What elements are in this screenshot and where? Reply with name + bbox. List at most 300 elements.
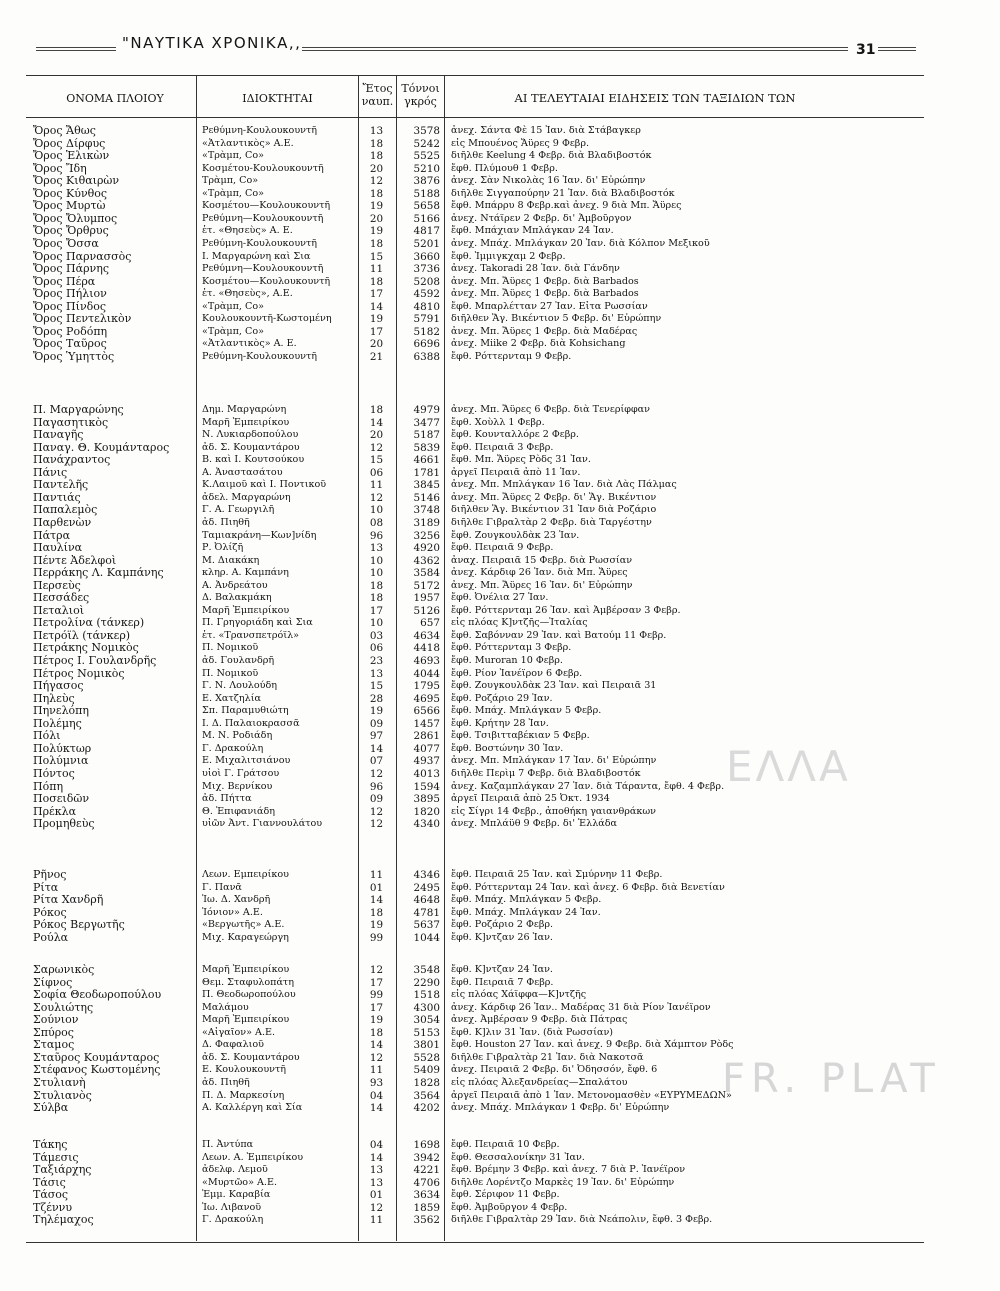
ship-owner: Ρεθύμνη—Κουλουκουντῆ [202, 263, 324, 275]
gross-tonnage: 5839 [413, 441, 440, 454]
ship-owner: Π. Νομικοῦ [202, 667, 259, 679]
ship-row [0, 693, 924, 705]
column-header-tonnage-line1: Τόννοι [401, 82, 440, 95]
ship-name: Ὄρος Κύνθος [33, 187, 108, 200]
ship-name: Ὄρος Ροδόπη [33, 325, 108, 338]
ship-name: Στυλιανὸς [33, 1089, 92, 1102]
ship-row [0, 454, 924, 466]
ship-name: Τζέννυ [33, 1201, 73, 1214]
gross-tonnage: 5210 [413, 162, 440, 175]
ship-owner: Ν. Λυκιαρδοπούλου [202, 429, 299, 441]
column-header-news: ΑΙ ΤΕΛΕΥΤΑΙΑΙ ΕΙΔΗΣΕΙΣ ΤΩΝ ΤΑΞΙΔΙΩΝ ΤΩΝ [514, 91, 796, 105]
ship-row [0, 530, 924, 542]
ship-row [0, 919, 924, 931]
ship-owner: «Ἀτλαντικὸς» Α.Ε. [202, 137, 294, 149]
ship-name: Πόλι [33, 730, 61, 743]
gross-tonnage: 3660 [413, 250, 440, 263]
voyage-news: ἀνεχ. Ἀμβέρσαν 9 Φεβρ. διὰ Πάτρας [451, 1014, 628, 1026]
build-year: 10 [369, 617, 384, 630]
ship-row [0, 442, 924, 454]
voyage-news: ἔφθ. Πειραιᾶ 7 Φεβρ. [451, 976, 554, 988]
voyage-news: ἔφθ. Μπάχ. Μπλάγκαν 5 Φεβρ. [451, 894, 602, 906]
ship-row [0, 882, 924, 894]
gross-tonnage: 2861 [413, 730, 440, 743]
voyage-news: διῆλθε Γιβραλτὰρ 21 Ἰαν. διὰ Νακοτσᾶ [451, 1051, 644, 1063]
build-year: 11 [369, 263, 384, 276]
voyage-news: ἔφθ. Ὀνέλια 27 Ἰαν. [451, 592, 549, 604]
ship-row [0, 642, 924, 654]
gross-tonnage: 4979 [413, 404, 440, 416]
gross-tonnage: 3189 [413, 516, 440, 529]
build-year: 13 [369, 1164, 384, 1177]
ship-row [0, 492, 924, 504]
ship-owner: Ἰω. Λιβανοῦ [202, 1201, 262, 1213]
ship-owner: Θεμ. Σταφυλοπάτη [202, 976, 294, 988]
gross-tonnage: 3895 [413, 793, 440, 806]
ship-owner: ἀδελφ. Λεμοῦ [202, 1164, 268, 1176]
ship-row [0, 1027, 924, 1039]
voyage-news: ἀνεχ. Σάντα Φὲ 15 Ἰαν. διὰ Στάβαγκερ [451, 125, 641, 136]
ship-row [0, 630, 924, 642]
ship-row [0, 467, 924, 479]
journal-title: "ΝΑΥΤΙΚΑ ΧΡΟΝΙΚΑ,, [122, 34, 302, 52]
ship-owner: Ε. Μιχαλιτσιάνου [202, 755, 291, 767]
ship-row [0, 351, 924, 363]
ship-name: Πηλεὺς [33, 692, 75, 705]
ship-name: Πάτρα [33, 529, 71, 542]
ship-row [0, 1214, 924, 1226]
ship-owner: Γ. Ν. Λουλούδη [202, 680, 277, 692]
voyage-news: ἀνεχ. Μπ. Ἄϋρες 1 Φεβρ. διὰ Μαδέρας [451, 325, 638, 337]
ship-owner: Λεων. Εμπειρίκου [202, 869, 289, 880]
ship-name: Παντελῆς [33, 479, 89, 492]
ship-name: Ρόκος Βεργωτῆς [33, 919, 125, 932]
build-year: 18 [369, 1026, 384, 1039]
voyage-news: διῆλθε Περὶμ 7 Φεβρ. διὰ Βλαδιβοστόκ [451, 767, 641, 779]
ship-name: Ρῆνος [33, 869, 67, 881]
voyage-news: ἀργεῖ Πειραιᾶ ἀπὸ 11 Ἰαν. [451, 466, 581, 478]
ship-row [0, 1002, 924, 1014]
ship-name: Παναγῆς [33, 429, 84, 442]
build-year: 21 [369, 350, 384, 363]
ship-name: Τάσις [33, 1176, 66, 1189]
gross-tonnage: 4781 [413, 906, 440, 919]
ship-name: Πολύμνια [33, 755, 89, 768]
gross-tonnage: 1457 [413, 717, 440, 730]
gross-tonnage: 3477 [413, 416, 440, 429]
ship-owner: Ρεθύμνη-Κουλουκουντῆ [202, 237, 318, 249]
build-year: 04 [369, 1139, 384, 1151]
voyage-news: διῆλθε Keelung 4 Φεβρ. διὰ Βλαδιβοστόκ [451, 150, 652, 162]
ship-row [0, 555, 924, 567]
ship-owner: Μαλάμου [202, 1001, 249, 1013]
ship-owner: Μαρῆ Ἐμπειρίκου [202, 416, 290, 428]
ship-owner: «Τρὰμπ, Co» [202, 300, 265, 312]
gross-tonnage: 4362 [413, 554, 440, 567]
gross-tonnage: 3748 [413, 504, 440, 517]
gross-tonnage: 4077 [413, 742, 440, 755]
gross-tonnage: 2290 [413, 976, 440, 989]
ship-owner: Κοσμέτου—Κουλουκουντῆ [202, 200, 331, 212]
ship-name: Προμηθεὺς [33, 818, 95, 831]
ship-row [0, 138, 924, 150]
voyage-news: ἀργεῖ Πειραιᾶ ἀπὸ 1 Ἰαν. Μετονομασθὲν «ΕΥΡΥΜΕΔΩΝ» [451, 1089, 732, 1101]
ship-name: Ὄρος Πάρνης [33, 263, 109, 276]
gross-tonnage: 1828 [413, 1076, 440, 1089]
gross-tonnage: 5126 [413, 604, 440, 617]
gross-tonnage: 1859 [413, 1201, 440, 1214]
gross-tonnage: 1518 [413, 989, 440, 1002]
bleed-through-text: FR. PLAT [722, 1056, 941, 1102]
ship-row [0, 567, 924, 579]
build-year: 11 [369, 1064, 384, 1077]
ship-owner: «Βεργωτῆς» Α.Ε. [202, 919, 285, 931]
build-year: 08 [369, 516, 384, 529]
ship-owner: ἑτ. «Θησεὺς» Α. Ε. [202, 225, 293, 237]
build-year: 10 [369, 504, 384, 517]
ship-row [0, 869, 924, 881]
build-year: 23 [369, 655, 384, 667]
gross-tonnage: 5208 [413, 275, 440, 288]
ship-owner: ἀδ. Σ. Κουμαντάρου [202, 1051, 300, 1063]
gross-tonnage: 5187 [413, 429, 440, 442]
build-year: 20 [369, 162, 384, 175]
voyage-news: ἔφθ. Ρόττερνταμ 3 Φεβρ. [451, 642, 572, 654]
voyage-news: ἔφθ. Ἰμμιγκχαμ 2 Φεβρ. [451, 250, 566, 262]
ship-name: Ὄρος Ὄρθρυς [33, 225, 109, 238]
ship-owner: Μαρῆ Ἐμπειρίκου [202, 604, 290, 616]
build-year: 03 [369, 629, 384, 642]
ship-row [0, 251, 924, 263]
voyage-news: ἀνεχ. Καζαμπλάγκαν 27 Ἰαν. διὰ Τάραντα, ἔφθ. 4 Φεβρ. [451, 780, 725, 792]
voyage-news: ἔφθ. Πειραιᾶ 25 Ἰαν. καὶ Σμύρνην 11 Φεβρ. [451, 869, 663, 880]
gross-tonnage: 3942 [413, 1151, 440, 1164]
gross-tonnage: 3256 [413, 529, 440, 542]
build-year: 18 [369, 579, 384, 592]
ship-row [0, 768, 924, 780]
build-year: 01 [369, 881, 384, 894]
voyage-news: ἔφθ. Κ]λιν 31 Ἰαν. (διὰ Ρωσσίαν) [451, 1026, 614, 1038]
ship-name: Πολέμης [33, 717, 82, 730]
gross-tonnage: 3845 [413, 479, 440, 492]
ship-row [0, 1077, 924, 1089]
gross-tonnage: 5166 [413, 212, 440, 225]
ship-row [0, 705, 924, 717]
ship-owner: Ε. Χατζηλία [202, 692, 261, 704]
voyage-news: εἰς Σίγρι 14 Φεβρ., ἀποθήκη γαιανθράκων [451, 805, 657, 817]
voyage-news: ἀνεχ. Ντάϊρεν 2 Φεβρ. δι' Ἀμβοῦργον [451, 212, 632, 224]
ship-row [0, 404, 924, 416]
column-header-year-line1: Ἔτος [362, 82, 393, 95]
build-year: 99 [369, 989, 384, 1002]
ship-owner: Ι. Δ. Παλαιοκρασσᾶ [202, 717, 300, 729]
build-year: 12 [369, 805, 384, 818]
voyage-news: ἔφθ. Μπάχιαν Μπλάγκαν 24 Ἰαν. [451, 225, 614, 237]
ship-row [0, 150, 924, 162]
ship-row [0, 1039, 924, 1051]
build-year: 19 [369, 313, 384, 326]
gross-tonnage: 3562 [413, 1214, 440, 1227]
ship-row [0, 276, 924, 288]
build-year: 12 [369, 175, 384, 188]
build-year: 20 [369, 429, 384, 442]
ship-owner: Α. Ἀναστασάτου [202, 466, 283, 478]
ship-row [0, 1139, 924, 1151]
build-year: 12 [369, 767, 384, 780]
gross-tonnage: 4592 [413, 288, 440, 301]
ship-owner: Λεων. Α. Ἐμπειρίκου [202, 1151, 304, 1163]
gross-tonnage: 5637 [413, 919, 440, 932]
voyage-news: ἀνεχ. Κάρδιφ 26 Ἰαν.. Μαδέρας 31 διὰ Ρίον Ἰανέϊρον [451, 1001, 711, 1013]
build-year: 14 [369, 416, 384, 429]
gross-tonnage: 1044 [413, 931, 440, 944]
gross-tonnage: 3548 [413, 964, 440, 976]
gross-tonnage: 4817 [413, 225, 440, 238]
voyage-news: ἔφθ. Μπάρρυ 8 Φεβρ.καὶ ἀνεχ. 9 διὰ Μπ. Ἄϋρες [451, 200, 682, 212]
ship-name: Σίφνος [33, 976, 73, 989]
gross-tonnage: 5525 [413, 150, 440, 163]
build-year: 18 [369, 906, 384, 919]
ship-owner: Κουλουκουντῆ-Κωστομένη [202, 313, 332, 325]
ship-name: Στυλιανὴ [33, 1076, 86, 1089]
ship-owner: «Αἰγαῖον» Α.Ε. [202, 1026, 276, 1038]
ship-row [0, 1102, 924, 1114]
gross-tonnage: 4221 [413, 1164, 440, 1177]
ship-name: Ὄρος Κιθαιρὼν [33, 175, 120, 188]
ship-owner: Ἰω. Δ. Χανδρῆ [202, 894, 271, 906]
ship-owner: Α. Καλλέργη καὶ Σία [202, 1102, 303, 1114]
ship-owner: Κοσμέτου-Κουλουκουντῆ [202, 162, 324, 174]
voyage-news: ἔφθ. Muroran 10 Φεβρ. [451, 655, 563, 666]
ship-name: Σοφία Θεοδωροπούλου [33, 989, 162, 1002]
voyage-news: εἰς πλόας Ἀλεξανδρείας—Σπαλάτου [451, 1076, 628, 1088]
ship-name: Πάνις [33, 466, 68, 479]
ship-owner: Μιχ. Καραγεώργη [202, 931, 289, 943]
gross-tonnage: 5182 [413, 325, 440, 338]
voyage-news: ἔφθ. Χοὺλλ 1 Φεβρ. [451, 416, 545, 428]
ship-name: Ὄρος Πήλιον [33, 288, 107, 301]
voyage-news: ἔφθ. Ρόττερνταμ 24 Ἰαν. καὶ ἀνεχ. 6 Φεβρ. διὰ Βενετίαν [451, 881, 725, 893]
gross-tonnage: 1698 [413, 1139, 440, 1151]
voyage-news: ἔφθ. Σέριφον 11 Φεβρ. [451, 1189, 560, 1201]
voyage-news: ἀνεχ. Μπάχ. Μπλάγκαν 20 Ἰαν. διὰ Κόλπον Μεξικοῦ [451, 237, 710, 249]
ship-row [0, 188, 924, 200]
ship-owner: «Τρὰμπ, Co» [202, 325, 265, 337]
ship-row [0, 605, 924, 617]
ship-name: Σταῦρος Κουμάνταρος [33, 1051, 160, 1064]
voyage-news: ἀνεχ. Κάρδιφ 26 Ἰαν. διὰ Μπ. Ἄϋρες [451, 567, 628, 579]
ship-owner: Μιχ. Βερνίκου [202, 780, 273, 792]
ship-row [0, 907, 924, 919]
build-year: 13 [369, 667, 384, 680]
column-header-owner: ΙΔΙΟΚΤΗΤΑΙ [242, 92, 313, 105]
voyage-news: ἀνεχ. Μπλάϋθ 9 Φεβρ. δι' Ἑλλάδα [451, 818, 618, 830]
gross-tonnage: 4013 [413, 767, 440, 780]
gross-tonnage: 3578 [413, 125, 440, 137]
ship-name: Παγασητικὸς [33, 416, 109, 429]
ship-row [0, 680, 924, 692]
gross-tonnage: 4418 [413, 642, 440, 655]
voyage-news: ἔφθ. Houston 27 Ἰαν. καὶ ἀνεχ. 9 Φεβρ. διὰ Χάμπτον Ρὸδς [451, 1039, 734, 1051]
ship-row [0, 1152, 924, 1164]
ship-owner: ἀδ. Σ. Κουμαντάρου [202, 441, 300, 453]
ship-name: Ὄρος Μυρτὼ [33, 200, 106, 213]
ship-row [0, 517, 924, 529]
ship-name: Πηνελόπη [33, 705, 89, 718]
ship-row [0, 1202, 924, 1214]
ship-name: Ὄρος Ἑλικὼν [33, 150, 110, 163]
ship-row [0, 743, 924, 755]
voyage-news: ἀνεχ. Miike 2 Φεβρ. διὰ Kohsichang [451, 338, 626, 350]
ship-name: Τάσος [33, 1189, 69, 1202]
gross-tonnage: 1795 [413, 680, 440, 693]
gross-tonnage: 3634 [413, 1189, 440, 1202]
voyage-news: ἔφθ. Κ]ντζαν 24 Ἰαν. [451, 964, 553, 975]
ship-name: Περράκης Λ. Καμπάνης [33, 567, 164, 580]
build-year: 28 [369, 692, 384, 705]
gross-tonnage: 4648 [413, 894, 440, 907]
gross-tonnage: 1594 [413, 780, 440, 793]
ship-name: Τηλέμαχος [33, 1214, 94, 1227]
ship-row [0, 429, 924, 441]
ship-row [0, 730, 924, 742]
build-year: 17 [369, 976, 384, 989]
ship-name: Ρόκος [33, 906, 67, 919]
ship-row [0, 225, 924, 237]
ship-owner: Γ. Δρακούλη [202, 1214, 264, 1226]
ship-owner: Μ. Ν. Ροδιάδη [202, 730, 273, 742]
build-year: 19 [369, 705, 384, 718]
gross-tonnage: 4202 [413, 1102, 440, 1115]
voyage-news: ἀνεχ. Σὰν Νικολὰς 16 Ἰαν. δι' Εὐρώπην [451, 175, 646, 187]
ship-name: Ὄρος Ἄθως [33, 125, 96, 137]
build-year: 04 [369, 1089, 384, 1102]
ship-name: Ρίτα [33, 881, 59, 894]
ship-name: Παρθενὼν [33, 516, 92, 529]
voyage-news: εἰς Μπουένος Ἄϋρες 9 Φεβρ. [451, 137, 590, 149]
ship-owner: Κ.Λαιμοῦ καὶ Ι. Ποντικοῦ [202, 479, 327, 491]
ship-name: Ταξιάρχης [33, 1164, 92, 1177]
voyage-news: εἰς πλόας Κ]ντζῆς—Ἰταλίας [451, 617, 588, 629]
ship-name: Πεσσάδες [33, 592, 90, 605]
ship-owner: ἑτ. «Τρανσπετρόϊλ» [202, 629, 300, 641]
ship-owner: Γ. Δρακούλη [202, 742, 264, 754]
gross-tonnage: 5153 [413, 1026, 440, 1039]
ship-owner: Κοσμέτου—Κουλουκουντῆ [202, 275, 331, 287]
voyage-news: ἔφθ. Ζουγκουλδὰκ 23 Ἰαν. καὶ Πειραιᾶ 31 [451, 680, 657, 692]
gross-tonnage: 6566 [413, 705, 440, 718]
build-year: 19 [369, 200, 384, 213]
ship-owner: ἀδ. Πήττα [202, 793, 252, 805]
ship-name: Στέφανος Κωστομένης [33, 1064, 161, 1077]
build-year: 17 [369, 1001, 384, 1014]
ship-owner: υἱοὶ Γ. Γράτσου [202, 767, 280, 779]
ship-owner: Π. Θεοδωροπούλου [202, 989, 296, 1001]
ship-name: Π. Μαργαρώνης [33, 404, 124, 416]
voyage-news: εἰς πλόας Χάϊφφα—Κ]ντζῆς [451, 989, 587, 1001]
ship-name: Παναγ. Θ. Κουμάνταρος [33, 441, 170, 454]
ship-owner: Ἐμμ. Καραβία [202, 1189, 271, 1201]
ship-row [0, 326, 924, 338]
ship-owner: Ρεθύμνη—Κουλουκουντῆ [202, 212, 324, 224]
voyage-news: ἔφθ. Τσιβιτταβέκιαν 5 Φεβρ. [451, 730, 590, 742]
voyage-news: ἔφθ. Θεσσαλονίκην 31 Ἰαν. [451, 1151, 585, 1163]
build-year: 01 [369, 1189, 384, 1202]
voyage-news: ἀργεῖ Πειραιᾶ ἀπὸ 25 Ὀκτ. 1934 [451, 793, 610, 805]
ship-owner: Β. καὶ Ι. Κουτσούκου [202, 454, 305, 466]
header-divider [26, 117, 924, 118]
gross-tonnage: 4346 [413, 869, 440, 881]
build-year: 14 [369, 742, 384, 755]
build-year: 18 [369, 275, 384, 288]
build-year: 12 [369, 441, 384, 454]
build-year: 10 [369, 554, 384, 567]
build-year: 12 [369, 1201, 384, 1214]
voyage-news: διῆλθεν Ἅγ. Βικέντιον 5 Φεβρ. δι' Εὐρώπην [451, 313, 662, 325]
ship-row [0, 238, 924, 250]
ship-name: Ὄρος Πίνδος [33, 300, 107, 313]
gross-tonnage: 1957 [413, 592, 440, 605]
ship-owner: Γ. Πανᾶ [202, 881, 242, 893]
gross-tonnage: 4634 [413, 629, 440, 642]
ship-row [0, 755, 924, 767]
ship-row [0, 1090, 924, 1102]
gross-tonnage: 5201 [413, 237, 440, 250]
gross-tonnage: 3564 [413, 1089, 440, 1102]
ship-name: Σπύρος [33, 1026, 74, 1039]
page-number: 31 [856, 42, 876, 58]
ship-row [0, 1189, 924, 1201]
ship-name: Σταμος [33, 1039, 75, 1052]
build-year: 97 [369, 730, 384, 743]
ship-owner: Ρ. Ὀλίζῆ [202, 542, 244, 554]
ship-name: Πέτρος Νομικὸς [33, 667, 125, 680]
build-year: 07 [369, 755, 384, 768]
voyage-news: ἔφθ. Ρόττερνταμ 9 Φεβρ. [451, 350, 572, 362]
ship-row [0, 175, 924, 187]
gross-tonnage: 4937 [413, 755, 440, 768]
ship-name: Ποσειδῶν [33, 793, 90, 806]
ship-name: Πολύκτωρ [33, 742, 92, 755]
ship-owner: ἀδελ. Μαργαρώνη [202, 491, 291, 503]
gross-tonnage: 4300 [413, 1001, 440, 1014]
gross-tonnage: 5242 [413, 137, 440, 150]
ship-row [0, 163, 924, 175]
ship-row [0, 200, 924, 212]
voyage-news: διῆλθε Λορέντζο Μαρκὲς 19 Ἰαν. δι' Εὐρώπην [451, 1176, 675, 1188]
ship-owner: ἀδ. Πιηθῆ [202, 1076, 250, 1088]
ship-row [0, 1064, 924, 1076]
voyage-news: ἔφθ. Μπάχ. Μπλάγκαν 5 Φεβρ. [451, 705, 602, 717]
ship-row [0, 617, 924, 629]
ship-row [0, 542, 924, 554]
build-year: 06 [369, 642, 384, 655]
voyage-news: ἀνεχ. Μπ. Μπλάγκαν 16 Ἰαν. διὰ Λὰς Πάλμας [451, 479, 677, 491]
gross-tonnage: 2495 [413, 881, 440, 894]
voyage-news: διῆλθε Γιβραλτὰρ 2 Φεβρ. διὰ Ταργέστην [451, 516, 652, 528]
ship-owner: Π. Δ. Μαρκεσίνη [202, 1089, 285, 1101]
build-year: 14 [369, 300, 384, 313]
ship-name: Πέντε Ἀδελφοὶ [33, 554, 117, 567]
voyage-news: ἔφθ. Ζουγκουλδὰκ 23 Ἰαν. [451, 529, 580, 541]
ship-row [0, 932, 924, 944]
ship-owner: «Τρὰμπ, Co» [202, 150, 265, 162]
ship-owner: «Ἀτλαντικὸς» Α. Ε. [202, 338, 297, 350]
ship-name: Πετράκης Νομικὸς [33, 642, 139, 655]
build-year: 13 [369, 1176, 384, 1189]
ship-row [0, 592, 924, 604]
column-header-tonnage-line2: γκρός [404, 95, 437, 108]
